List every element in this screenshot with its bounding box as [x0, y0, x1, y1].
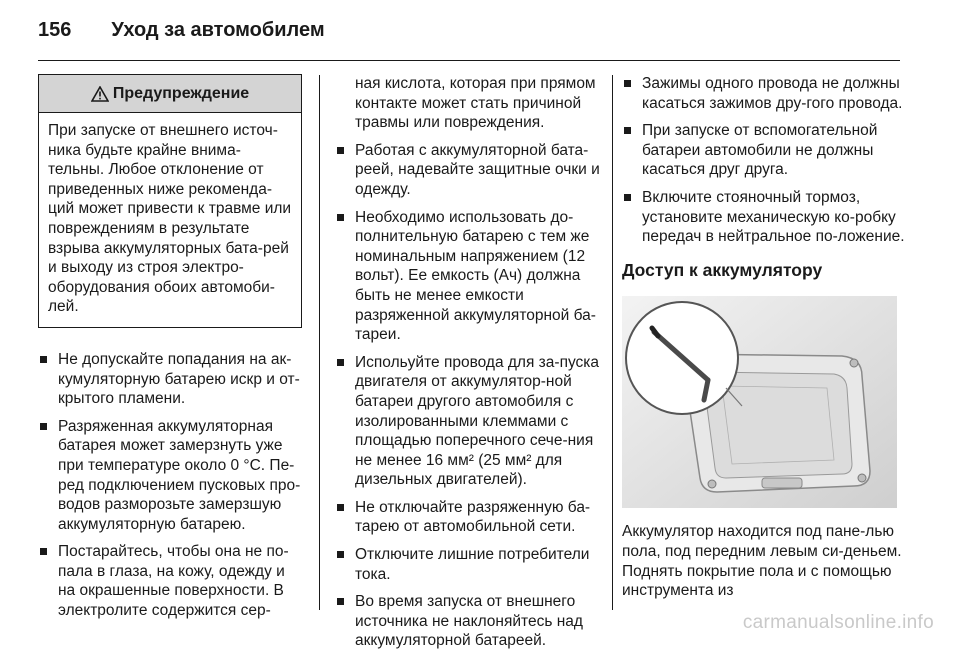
- bullet-marker: [337, 551, 344, 558]
- list-item: [335, 545, 600, 584]
- list-item-text: Не отключайте разряженную ба-тарею от автомобильной сети.: [355, 498, 591, 536]
- warning-text: При запуске от внешнего источ-ника будьте крайне внима-тельны. Любое отклонение от приведенных ниже рекоменда-ций может привести к травме или повреждениям в результате взрыва аккумуляторных бата-рей и выходу из строя электро-оборудования обоих автомоби-лей.: [48, 122, 292, 316]
- page-number: 156: [38, 18, 72, 41]
- list-item: [335, 353, 600, 490]
- list-item-text: Не допускайте попадания на ак-кумуляторную батарею искр и от-крытого пламени.: [58, 350, 300, 408]
- list-item: [622, 188, 907, 247]
- page-title: Уход за автомобилем: [111, 18, 325, 41]
- column-divider: [319, 75, 320, 610]
- list-item: [335, 498, 600, 537]
- list-item-text: Во время запуска от внешнего источника не наклоняйтесь над аккумуляторной батареей.: [355, 593, 583, 650]
- list-item-text: Постарайтесь, чтобы она не по-пала в глаза, на кожу, одежду и на окрашенные поверхности. В электролите содержится сер-: [58, 543, 289, 620]
- bullet-marker: [624, 80, 631, 87]
- bullet-marker: [337, 359, 344, 366]
- list-item-text: Зажимы одного провода не должны касаться зажимов дру-гого провода.: [642, 75, 903, 112]
- list-item: [38, 542, 303, 620]
- continuation-text: ная кислота, которая при прямом контакте может стать причиной травмы или повреждения.: [355, 75, 596, 132]
- list-item-text: Работая с аккумуляторной бата-реей, надевайте защитные очки и одежду.: [355, 141, 600, 198]
- warning-box: [38, 74, 302, 328]
- bullet-marker: [40, 548, 47, 555]
- list-item: [335, 141, 600, 200]
- list-item-text: Отключите лишние потребители тока.: [355, 546, 590, 583]
- bullet-marker: [40, 356, 47, 363]
- list-item-text: Необходимо использовать до-полнительную батарею с тем же номинальным напряжением (12 вольт). Ее емкость (Ач) должна быть не менее емкости разряженной аккумуляторной ба-тареи.: [355, 208, 596, 344]
- bullet-marker: [337, 147, 344, 154]
- section-title: Доступ к аккумулятору: [622, 259, 823, 280]
- list-item: [38, 350, 303, 409]
- column-divider: [612, 75, 613, 610]
- bullet-marker: [40, 423, 47, 430]
- list-item-text: Разряженная аккумуляторная батарея может замерзнуть уже при температуре около 0 °C. Пе-ред подключением пусковых про-водов разморозьте замерзшую аккумуляторную батарею.: [58, 417, 301, 533]
- warning-icon: [91, 86, 109, 102]
- bullet-marker: [624, 127, 631, 134]
- warning-header: [39, 75, 301, 113]
- bullet-marker: [337, 598, 344, 605]
- header-rule: [38, 60, 900, 61]
- list-item: [335, 592, 600, 651]
- list-item-text: При запуске от вспомогательной батареи автомобили не должны касаться друг друга.: [642, 122, 878, 179]
- watermark: carmanualsonline.info: [742, 612, 934, 633]
- column-1: [38, 74, 303, 629]
- floor-panel-drawing: [622, 296, 897, 508]
- list-item: [38, 417, 303, 535]
- list-item-text: Включите стояночный тормоз, установите механическую ко-робку передач в нейтральное по-ложение.: [642, 188, 905, 246]
- battery-access-illustration: [622, 296, 897, 508]
- list-item: [622, 74, 907, 113]
- figure-caption: Аккумулятор находится под пане-лью пола, под передним левым си-деньем. Поднять покрытие пола и с помощью инструмента из: [622, 523, 902, 600]
- bullet-marker: [337, 214, 344, 221]
- warning-title: Предупреждение: [112, 84, 250, 102]
- list-item: [622, 121, 907, 180]
- list-item: [335, 208, 600, 345]
- column-3: [622, 74, 907, 601]
- column-2: [335, 74, 600, 659]
- page-header: [38, 10, 900, 50]
- bullet-marker: [624, 194, 631, 201]
- bullet-marker: [337, 504, 344, 511]
- list-item-text: Испольуйте провода для за-пуска двигателя от аккумулятор-ной батареи другого автомобиля с изолированными клеммами с площадью поперечного сече-ния не менее 16 мм² (25 мм² для дизельных двигателей).: [355, 353, 600, 489]
